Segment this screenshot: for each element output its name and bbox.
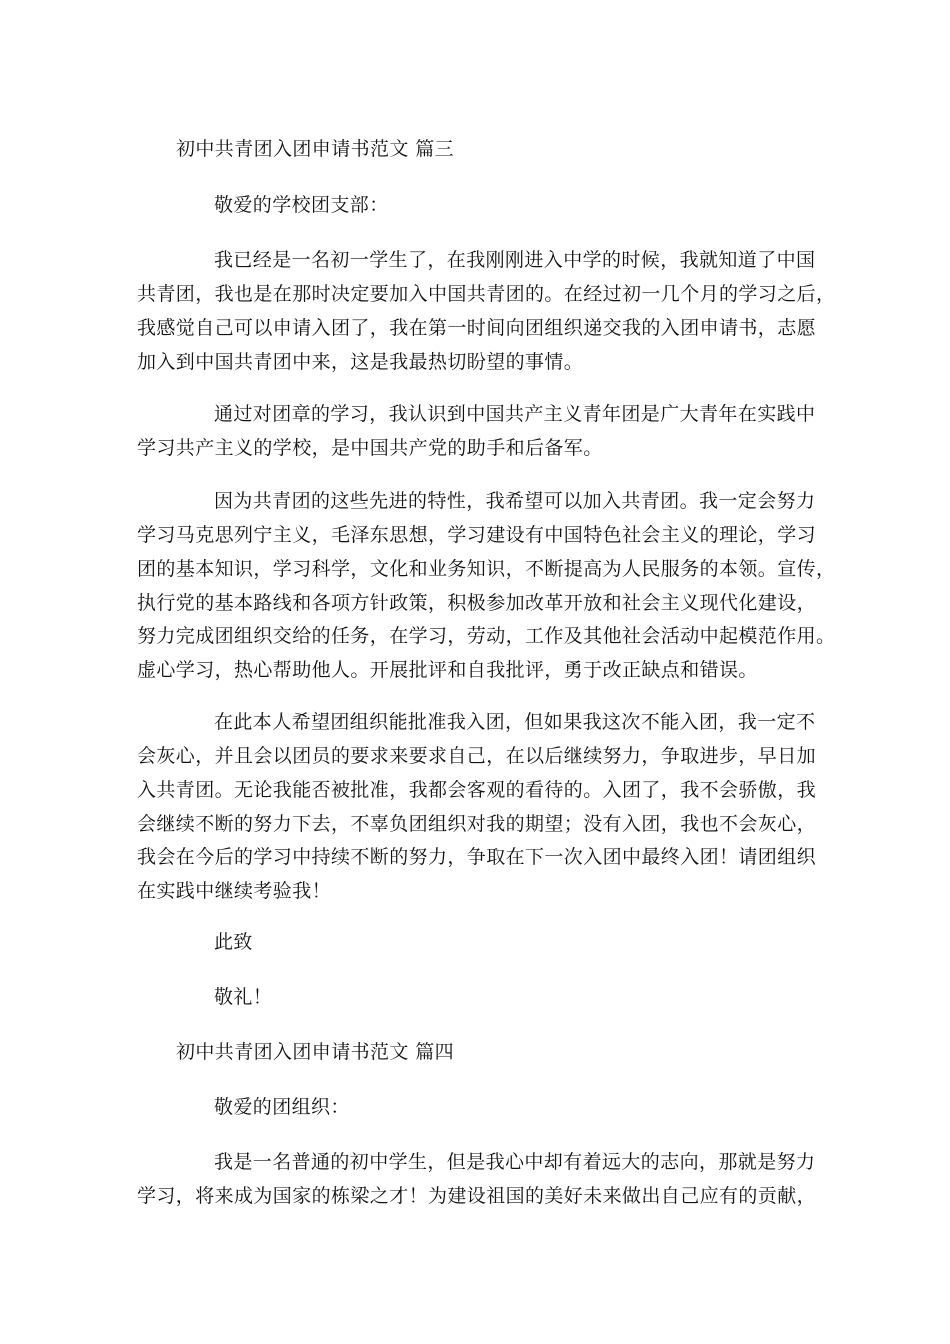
paragraph-line: 努力完成团组织交给的任务，在学习，劳动，工作及其他社会活动中起模范作用。 [137,625,836,647]
paragraph-line: 在此本人希望团组织能批准我入团，但如果我这次不能入团，我一定不 [214,711,816,733]
paragraph-line: 会继续不断的努力下去，不辜负团组织对我的期望；没有入团，我也不会灰心， [137,813,817,835]
paragraph-line: 在实践中继续考验我！ [137,880,332,902]
closing-jing-li: 敬礼！ [214,986,273,1008]
paragraph-line: 团的基本知识，学习科学，文化和业务知识，不断提高为人民服务的本领。宣传， [137,558,836,580]
paragraph-line: 学习共产主义的学校，是中国共产党的助手和后备军。 [137,437,603,459]
section-3-title: 初中共青团入团申请书范文 篇三 [176,138,455,160]
paragraph-line: 学习马克思列宁主义，毛泽东思想，学习建设有中国特色社会主义的理论，学习 [137,524,817,546]
paragraph-line: 我已经是一名初一学生了，在我刚刚进入中学的时候，我就知道了中国 [214,249,816,271]
paragraph-line: 会灰心，并且会以团员的要求来要求自己，在以后继续努力，争取进步，早日加 [137,745,817,767]
paragraph-line: 虚心学习，热心帮助他人。开展批评和自我批评，勇于改正缺点和错误。 [137,659,758,681]
paragraph-line: 我会在今后的学习中持续不断的努力，争取在下一次入团中最终入团！请团组织 [137,846,817,868]
paragraph-line: 加入到中国共青团中来，这是我最热切盼望的事情。 [137,351,584,373]
section-4-salutation: 敬爱的团组织： [214,1096,350,1118]
paragraph-line: 我是一名普通的初中学生，但是我心中却有着远大的志向，那就是努力 [214,1151,816,1173]
paragraph-line: 执行党的基本路线和各项方针政策，积极参加改革开放和社会主义现代化建设， [137,592,817,614]
paragraph-line: 入共青团。无论我能否被批准，我都会客观的看待的。入团了，我不会骄傲，我 [137,779,817,801]
paragraph-line: 共青团，我也是在那时决定要加入中国共青团的。在经过初一几个月的学习之后， [137,283,836,305]
paragraph-line: 因为共青团的这些先进的特性，我希望可以加入共青团。我一定会努力 [214,490,816,512]
paragraph-line: 通过对团章的学习，我认识到中国共产主义青年团是广大青年在实践中 [214,403,816,425]
section-3-salutation: 敬爱的学校团支部： [214,194,389,216]
paragraph-line: 学习，将来成为国家的栋梁之才！为建设祖国的美好未来做出自己应有的贡献， [137,1185,817,1207]
closing-ci-zhi: 此致 [214,931,253,953]
section-4-title: 初中共青团入团申请书范文 篇四 [176,1041,455,1063]
paragraph-line: 我感觉自己可以申请入团了，我在第一时间向团组织递交我的入团申请书，志愿 [137,317,817,339]
